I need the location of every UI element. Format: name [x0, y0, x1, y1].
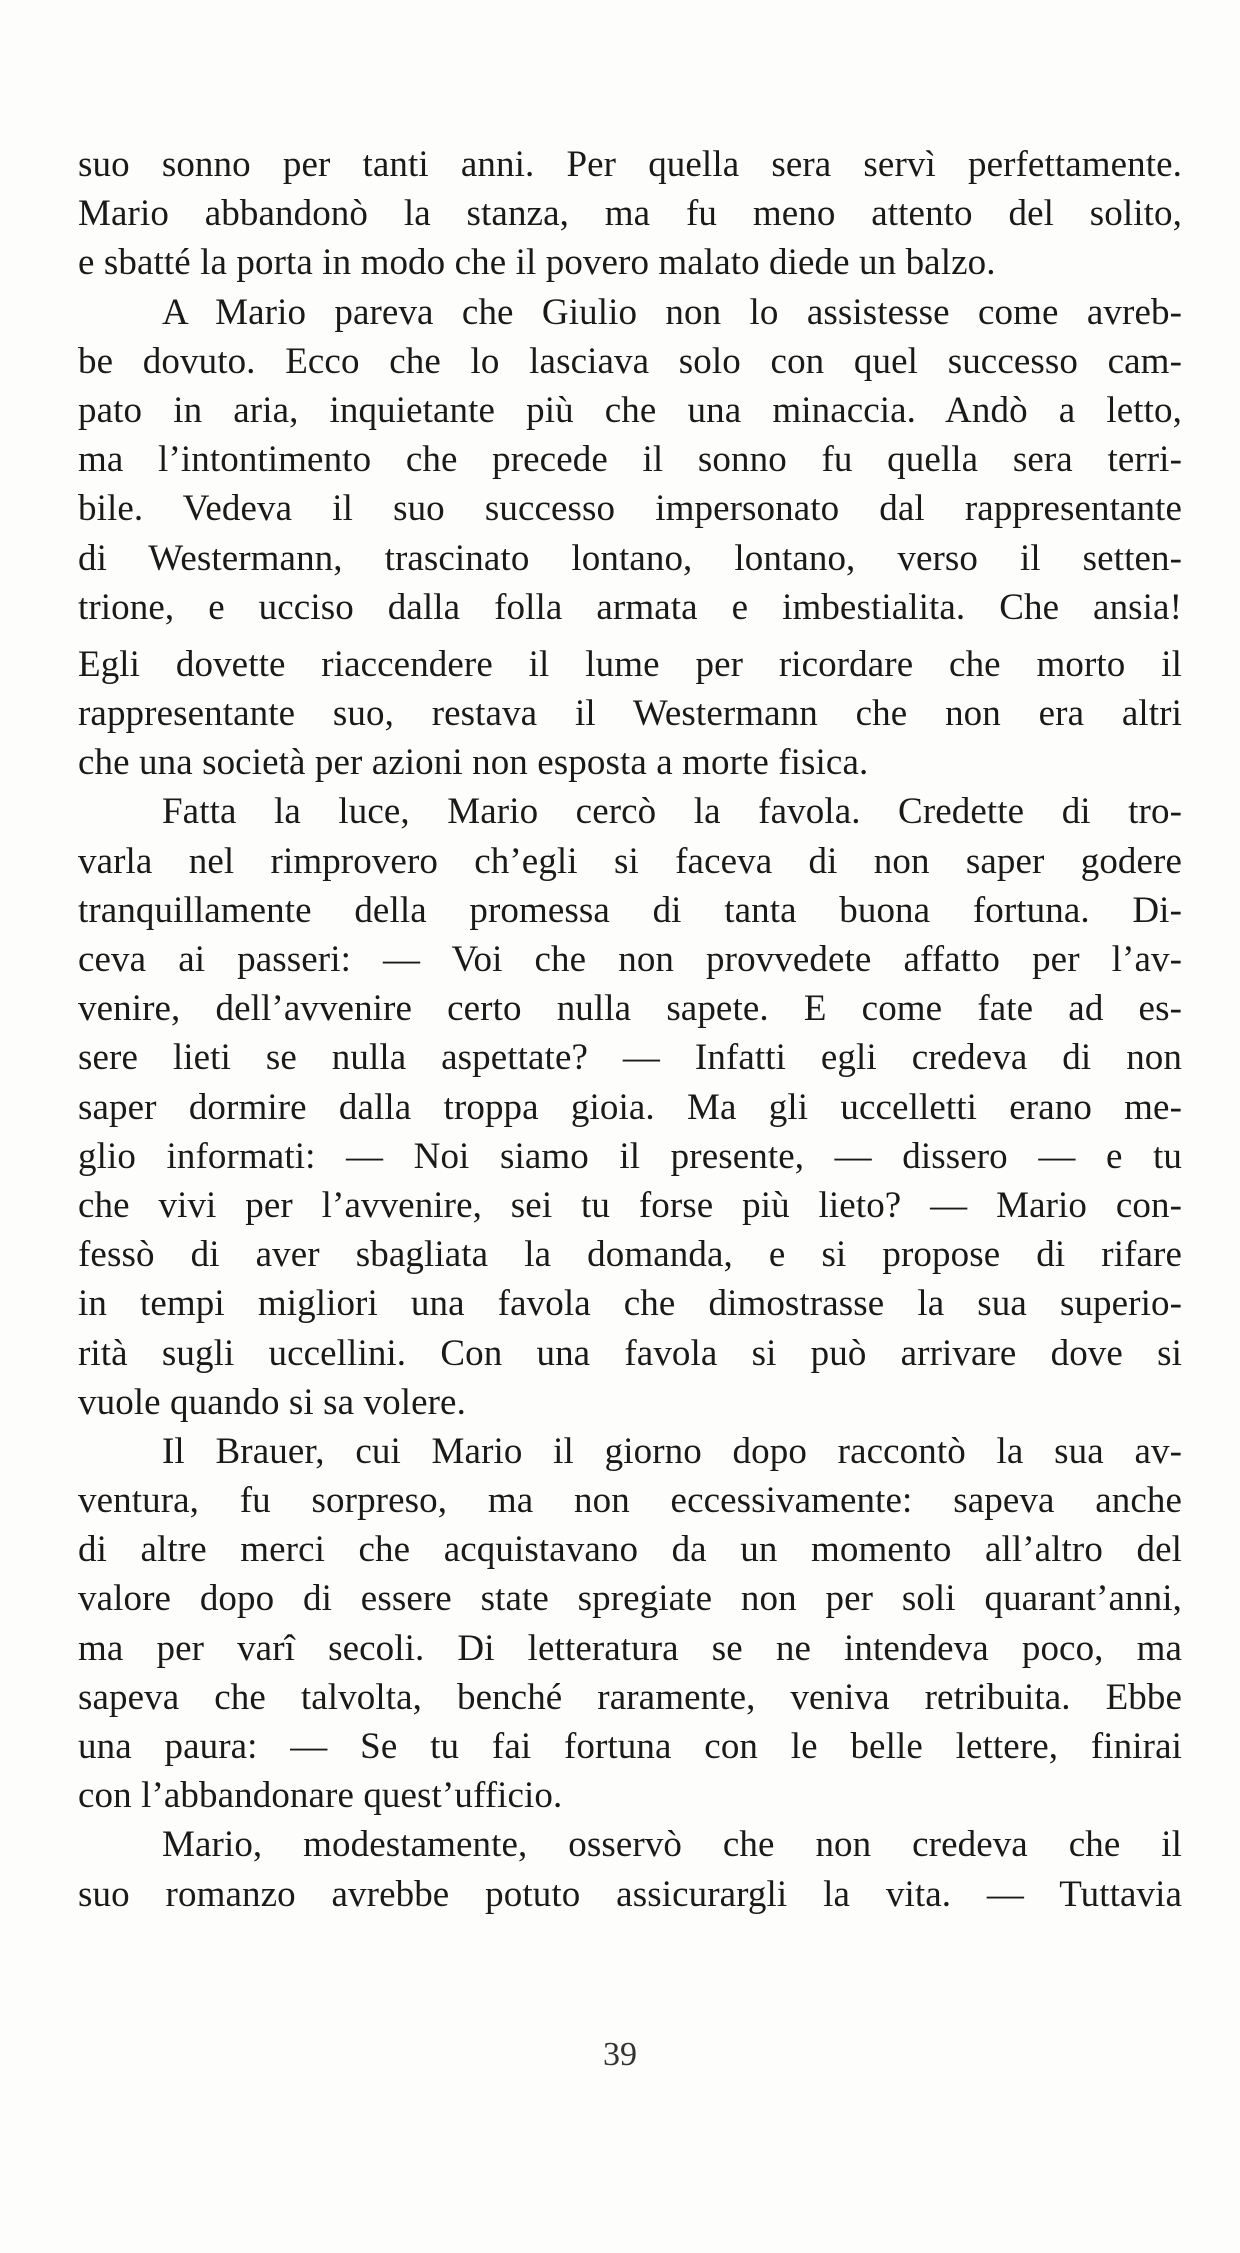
- text-line: varla nel rimprovero ch’egli si faceva di non saper godere: [78, 840, 1182, 882]
- text-line: Fatta la luce, Mario cercò la favola. Credette di tro-: [162, 791, 1182, 833]
- text-line: pato in aria, inquietante più che una minaccia. Andò a letto,: [78, 389, 1182, 431]
- page-number: 39: [603, 2036, 637, 2073]
- text-line: fessò di aver sbagliata la domanda, e si propose di rifare: [78, 1234, 1182, 1276]
- text-line: che una società per azioni non esposta a morte fisica.: [78, 742, 869, 784]
- text-line: Mario, modestamente, osservò che non credeva che il: [162, 1824, 1182, 1866]
- text-line: rappresentante suo, restava il Westermann che non era altri: [78, 693, 1182, 735]
- text-line: suo romanzo avrebbe potuto assicurargli la vita. — Tuttavia: [78, 1873, 1182, 1915]
- text-line: vuole quando si sa volere.: [78, 1381, 466, 1423]
- text-line: sapeva che talvolta, benché raramente, veniva retribuita. Ebbe: [78, 1676, 1182, 1718]
- text-line: sere lieti se nulla aspettate? — Infatti egli credeva di non: [78, 1037, 1182, 1079]
- text-line: valore dopo di essere state spregiate non per soli quarant’anni,: [78, 1578, 1182, 1620]
- text-line: tranquillamente della promessa di tanta buona fortuna. Di-: [78, 889, 1182, 931]
- body-text: [78, 140, 1182, 1919]
- text-line: Il Brauer, cui Mario il giorno dopo raccontò la sua av-: [162, 1430, 1182, 1472]
- text-line: saper dormire dalla troppa gioia. Ma gli uccelletti erano me-: [78, 1086, 1182, 1128]
- text-line: con l’abbandonare quest’ufficio.: [78, 1775, 563, 1817]
- text-line: una paura: — Se tu fai fortuna con le belle lettere, finirai: [78, 1726, 1182, 1767]
- text-line: Mario abbandonò la stanza, ma fu meno attento del solito,: [78, 193, 1182, 235]
- text-line: rità sugli uccellini. Con una favola si può arrivare dove si: [78, 1332, 1182, 1374]
- text-line: A Mario pareva che Giulio non lo assistesse come avreb-: [162, 291, 1182, 333]
- text-line: glio informati: — Noi siamo il presente, — dissero — e tu: [78, 1135, 1182, 1177]
- text-line: ma l’intontimento che precede il sonno fu quella sera terri-: [78, 439, 1182, 481]
- text-line: suo sonno per tanti anni. Per quella sera servì perfettamente.: [78, 144, 1182, 185]
- text-line: e sbatté la porta in modo che il povero malato diede un balzo.: [78, 242, 996, 284]
- text-line: bile. Vedeva il suo successo impersonato dal rappresentante: [78, 488, 1182, 530]
- text-line: trione, e ucciso dalla folla armata e imbestialita. Che ansia!: [78, 586, 1182, 628]
- text-line: di Westermann, trascinato lontano, lontano, verso il setten-: [78, 537, 1182, 579]
- text-line: be dovuto. Ecco che lo lasciava solo con quel successo cam-: [78, 340, 1182, 382]
- text-line: ma per varî secoli. Di letteratura se ne intendeva poco, ma: [78, 1627, 1182, 1669]
- text-line: venire, dell’avvenire certo nulla sapete. E come fate ad es-: [78, 988, 1182, 1030]
- text-line: di altre merci che acquistavano da un momento all’altro del: [78, 1529, 1182, 1571]
- text-line: ceva ai passeri: — Voi che non provvedete affatto per l’av-: [78, 939, 1182, 980]
- text-line: che vivi per l’avvenire, sei tu forse più lieto? — Mario con-: [78, 1184, 1182, 1226]
- text-line: ventura, fu sorpreso, ma non eccessivamente: sapeva anche: [78, 1480, 1182, 1522]
- text-line: in tempi migliori una favola che dimostrasse la sua superio-: [78, 1283, 1182, 1325]
- text-line: Egli dovette riaccendere il lume per ricordare che morto il: [78, 643, 1182, 685]
